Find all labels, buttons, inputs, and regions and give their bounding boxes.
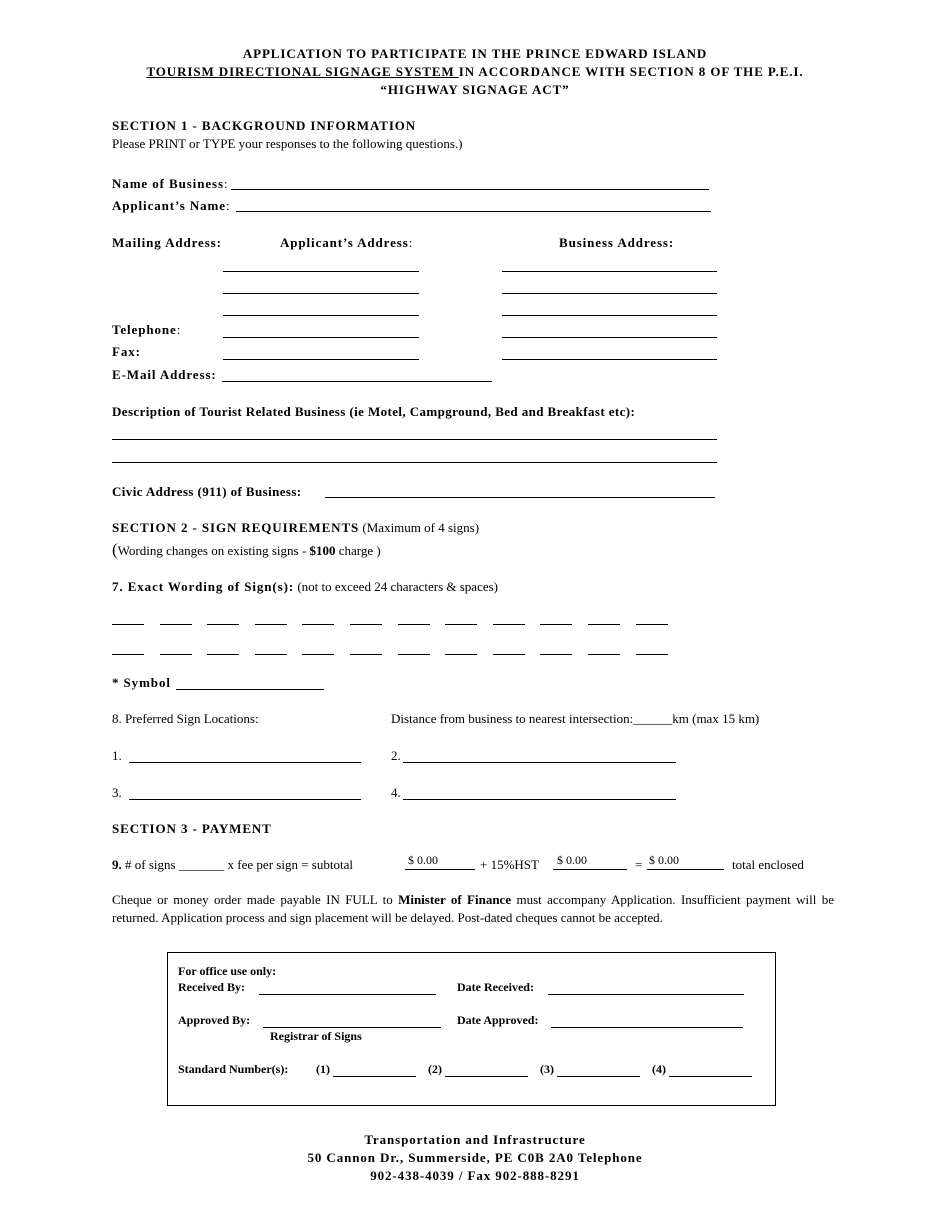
applicant-telephone-field[interactable] [223,337,419,338]
civic-address-field[interactable] [325,497,715,498]
exact-wording-label: 7. Exact Wording of Sign(s): (not to exceed 24 characters & spaces) [112,579,498,594]
wording-change-note: (Wording changes on existing signs - $100 charge ) [112,540,381,559]
sign-wording-blank[interactable] [540,654,572,655]
sign-wording-blank[interactable] [302,624,334,625]
civic-address-label: Civic Address (911) of Business: [112,484,302,499]
date-approved-label: Date Approved: [457,1013,539,1027]
standard-number-1-label: (1) [316,1062,330,1076]
business-description-line-1[interactable] [112,439,717,440]
standard-number-2-field[interactable] [445,1076,528,1077]
approved-by-label: Approved By: [178,1013,251,1027]
business-description-line-2[interactable] [112,462,717,463]
sign-wording-blank[interactable] [493,624,525,625]
location-2-label: 2. [391,748,401,763]
sign-wording-blank[interactable] [350,624,382,625]
standard-numbers-label: Standard Number(s): [178,1062,289,1076]
distance-label: Distance from business to nearest intersection:______km (max 15 km) [391,711,760,726]
applicant-address-line-2[interactable] [223,293,419,294]
standard-number-4-label: (4) [652,1062,666,1076]
standard-number-4-field[interactable] [669,1076,752,1077]
sign-wording-blank[interactable] [445,654,477,655]
symbol-field[interactable] [176,689,324,690]
email-label: E-Mail Address: [112,367,217,382]
preferred-locations-label: 8. Preferred Sign Locations: [112,711,259,726]
fax-label: Fax: [112,344,141,359]
equals-sign: = [635,857,643,872]
received-by-field[interactable] [259,994,436,995]
applicant-name-label: Applicant’s Name: [112,198,230,213]
date-received-field[interactable] [548,994,744,995]
location-2-field[interactable] [403,762,676,763]
sign-count-label: 9. # of signs _______ x fee per sign = subtotal [112,857,353,872]
email-field[interactable] [222,381,492,382]
form-title-line-3: “HIGHWAY SIGNAGE ACT” [380,82,570,97]
location-1-label: 1. [112,748,122,763]
form-title-line-2-rest: IN ACCORDANCE WITH SECTION 8 OF THE P.E.I. [458,64,804,79]
sign-wording-blank[interactable] [636,624,668,625]
total-enclosed-label: total enclosed [732,857,804,872]
form-title-underlined: TOURISM DIRECTIONAL SIGNAGE SYSTEM [146,64,459,79]
payment-instructions: Cheque or money order made payable IN FULL to Minister of Finance must accompany Application. Insufficient payment will be returned. Application process and sign placement will be delayed. Post-dated cheques cannot be accepted. [112,892,834,925]
sign-wording-blank[interactable] [302,654,334,655]
symbol-label: * Symbol [112,675,171,690]
sign-wording-blank[interactable] [112,624,144,625]
location-4-field[interactable] [403,799,676,800]
sign-wording-blank[interactable] [255,654,287,655]
sign-wording-blank[interactable] [398,654,430,655]
business-address-line-3[interactable] [502,315,717,316]
office-use-title: For office use only: [178,964,277,978]
location-4-label: 4. [391,785,401,800]
location-3-label: 3. [112,785,122,800]
date-approved-field[interactable] [551,1027,743,1028]
received-by-label: Received By: [178,980,245,994]
standard-number-1-field[interactable] [333,1076,416,1077]
mailing-address-label: Mailing Address: [112,235,222,250]
sign-wording-blank[interactable] [636,654,668,655]
subtotal-value[interactable]: $ 0.00 [408,853,438,867]
section-2-title: SECTION 2 - SIGN REQUIREMENTS (Maximum of 4 signs) [112,520,480,535]
date-received-label: Date Received: [457,980,534,994]
footer-phones: 902-438-4039 / Fax 902-888-8291 [370,1168,580,1183]
office-use-box [167,952,776,1106]
standard-number-3-label: (3) [540,1062,554,1076]
footer-address: 50 Cannon Dr., Summerside, PE C0B 2A0 Telephone [307,1150,643,1165]
location-3-field[interactable] [129,799,361,800]
footer-department: Transportation and Infrastructure [364,1132,586,1147]
applicant-address-line-3[interactable] [223,315,419,316]
section-3-title: SECTION 3 - PAYMENT [112,821,272,836]
hst-field [553,869,627,870]
total-value[interactable]: $ 0.00 [649,853,679,867]
business-address-label: Business Address: [559,235,675,250]
business-description-label: Description of Tourist Related Business (ie Motel, Campground, Bed and Breakfast etc): [112,404,636,419]
standard-number-2-label: (2) [428,1062,442,1076]
sign-wording-blank[interactable] [540,624,572,625]
sign-wording-blank[interactable] [398,624,430,625]
section-1-instruction: Please PRINT or TYPE your responses to the following questions.) [112,136,463,151]
applicant-address-line-1[interactable] [223,271,419,272]
business-fax-field[interactable] [502,359,717,360]
hst-label: + 15%HST [480,857,539,872]
section-1-title: SECTION 1 - BACKGROUND INFORMATION [112,118,417,133]
subtotal-field [405,869,475,870]
approved-by-field[interactable] [263,1027,441,1028]
business-address-line-1[interactable] [502,271,717,272]
sign-wording-blank[interactable] [588,654,620,655]
total-field [647,869,724,870]
sign-wording-blank[interactable] [445,624,477,625]
business-address-line-2[interactable] [502,293,717,294]
applicant-name-field[interactable] [236,211,711,212]
sign-wording-blank[interactable] [160,624,192,625]
applicant-fax-field[interactable] [223,359,419,360]
sign-wording-blank[interactable] [112,654,144,655]
registrar-label: Registrar of Signs [270,1029,362,1043]
applicant-address-label: Applicant’s Address: [280,235,413,250]
location-1-field[interactable] [129,762,361,763]
hst-value[interactable]: $ 0.00 [557,853,587,867]
sign-wording-blank[interactable] [160,654,192,655]
sign-wording-blank[interactable] [207,624,239,625]
form-title-line-1: APPLICATION TO PARTICIPATE IN THE PRINCE EDWARD ISLAND [242,46,708,61]
telephone-label: Telephone: [112,322,181,337]
sign-wording-blank[interactable] [255,624,287,625]
distance-field[interactable]: ______ [633,711,673,726]
sign-wording-blank[interactable] [350,654,382,655]
business-name-label: Name of Business: [112,176,228,191]
business-name-field[interactable] [231,189,709,190]
sign-wording-blank[interactable] [588,624,620,625]
form-title-line-2 [0,64,950,80]
sign-wording-blank[interactable] [207,654,239,655]
sign-wording-blank[interactable] [493,654,525,655]
business-telephone-field[interactable] [502,337,717,338]
standard-number-3-field[interactable] [557,1076,640,1077]
